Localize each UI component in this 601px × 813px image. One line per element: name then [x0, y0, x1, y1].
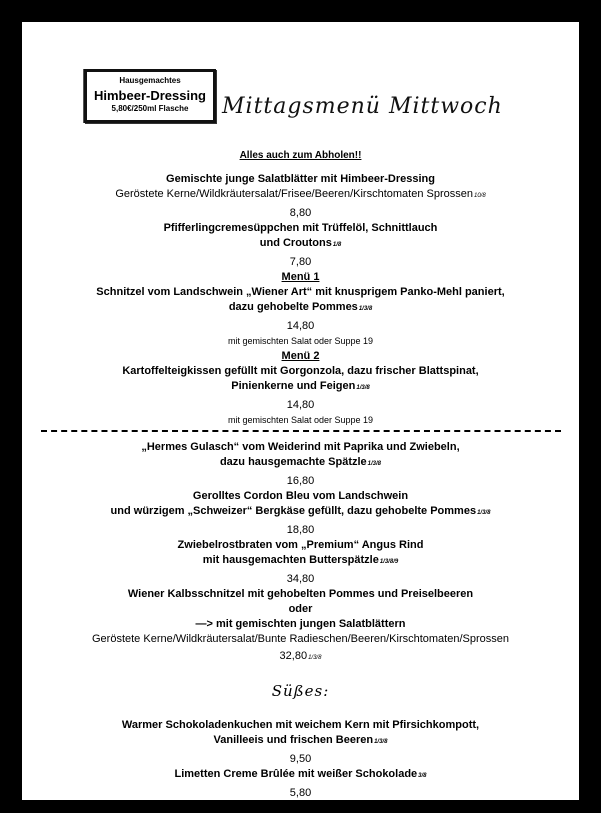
- kalb-price-wrap: [22, 649, 579, 666]
- cordon-line-1: Gerolltes Cordon Bleu vom Landschwein: [192, 490, 409, 502]
- salad-allergens: 10/8: [473, 193, 486, 199]
- menu2-heading: Menü 2: [281, 350, 320, 362]
- kalb-line-1: Wiener Kalbsschnitzel mit gehobelten Pommes und Preiselbeeren: [127, 588, 474, 600]
- gulasch-line-2: dazu hausgemachte Spätzle: [219, 456, 367, 468]
- menu2-price: 14,80: [286, 399, 315, 411]
- dressing-stamp: [84, 69, 216, 123]
- creme-allergens: 3/8: [418, 773, 427, 779]
- schoko-line-1: Warmer Schokoladenkuchen mit weichem Kern mit Pfirsichkompott,: [121, 719, 480, 731]
- footer-line-1: Über die in unseren Produkten enthaltenen Allergene geben wir Ihnen gerne mündlich Auskunft.: [205, 801, 396, 806]
- kalb-price: 32,80: [279, 650, 308, 662]
- cordon-line-2-wrap: [22, 504, 579, 521]
- dessert-heading: Süßes:: [271, 682, 330, 700]
- stamp-line-1: Hausgemachtes: [119, 76, 181, 85]
- creme-name: Limetten Creme Brûlée mit weißer Schokolade: [174, 768, 418, 780]
- soup-line-1: Pfifferlingcremesüppchen mit Trüffelöl, Schnittlauch: [163, 222, 438, 234]
- gulasch-price: 16,80: [286, 475, 315, 487]
- menu2-allergens: 1/3/8: [356, 385, 370, 391]
- zwiebel-line-1: Zwiebelrostbraten vom „Premium“ Angus Rind: [177, 539, 424, 551]
- salad-name: Gemischte junge Salatblätter mit Himbeer-Dressing: [166, 173, 435, 185]
- menu-content: [22, 148, 579, 813]
- cordon-allergens: 1/3/8: [477, 510, 491, 516]
- kalb-line-2: oder: [288, 603, 313, 615]
- soup-line-2-wrap: [22, 236, 579, 253]
- cordon-price: 18,80: [286, 524, 315, 536]
- zwiebel-line-2: mit hausgemachten Butterspätzle: [202, 554, 379, 566]
- menu1-line-2: dazu gehobelte Pommes: [228, 301, 358, 313]
- menu2-line-1: Kartoffelteigkissen gefüllt mit Gorgonzola, dazu frischer Blattspinat,: [122, 365, 479, 377]
- schoko-line-2: Vanilleeis und frischen Beeren: [213, 734, 374, 746]
- menu1-allergens: 1/3/8: [358, 306, 373, 312]
- menu1-line-2-wrap: [22, 300, 579, 317]
- footer-line-2: Eine schriftliche Dokumentation kann eingesehen werd.: [245, 807, 356, 812]
- cordon-line-2: und würzigem „Schweizer“ Bergkäse gefüllt, dazu gehobelte Pommes: [110, 505, 477, 517]
- menu1-note: mit gemischten Salat oder Suppe 19: [227, 336, 374, 346]
- creme-price: 5,80: [289, 787, 312, 799]
- schoko-allergens: 1/3/8: [374, 739, 388, 745]
- menu-page: [22, 22, 579, 812]
- gulasch-line-1: „Hermes Gulasch“ vom Weiderind mit Paprika und Zwiebeln,: [141, 441, 460, 453]
- schoko-line-2-wrap: [22, 733, 579, 750]
- menu1-price: 14,80: [286, 320, 315, 332]
- kalb-desc: Geröstete Kerne/Wildkräutersalat/Bunte Radieschen/Beeren/Kirschtomaten/Sprossen: [92, 633, 509, 645]
- gulasch-line-2-wrap: [22, 455, 579, 472]
- subtitle: Alles auch zum Abholen!!: [239, 150, 362, 161]
- schoko-price: 9,50: [289, 753, 312, 765]
- dashed-separator: [41, 430, 561, 439]
- zwiebel-line-2-wrap: [22, 553, 579, 570]
- page-title: Mittagsmenü Mittwoch: [222, 94, 503, 119]
- salad-desc-line: [22, 187, 579, 204]
- stamp-line-2: Himbeer-Dressing: [94, 87, 206, 103]
- zwiebel-price: 34,80: [286, 573, 315, 585]
- stamp-line-3: 5,80€/250ml Flasche: [111, 104, 189, 114]
- salad-price: 8,80: [289, 207, 312, 219]
- menu2-note: mit gemischten Salat oder Suppe 19: [227, 415, 374, 425]
- kalb-line-3: —> mit gemischten jungen Salatblättern: [195, 618, 406, 630]
- menu1-heading: Menü 1: [281, 271, 320, 283]
- gulasch-allergens: 1/3/8: [367, 461, 382, 467]
- creme-name-wrap: [22, 767, 579, 784]
- soup-price: 7,80: [289, 256, 312, 268]
- salad-desc: Geröstete Kerne/Wildkräutersalat/Frisee/Beeren/Kirschtomaten Sprossen: [115, 188, 473, 200]
- zwiebel-allergens: 1/3/8/9: [379, 559, 399, 565]
- menu2-line-2: Pinienkerne und Feigen: [231, 380, 356, 392]
- soup-line-2: und Croutons: [259, 237, 332, 249]
- kalb-allergens: 1/3/8: [308, 655, 322, 661]
- soup-allergens: 1/8: [332, 242, 342, 248]
- menu1-line-1: Schnitzel vom Landschwein „Wiener Art“ mit knusprigem Panko-Mehl paniert,: [96, 286, 505, 298]
- menu2-line-2-wrap: [22, 379, 579, 396]
